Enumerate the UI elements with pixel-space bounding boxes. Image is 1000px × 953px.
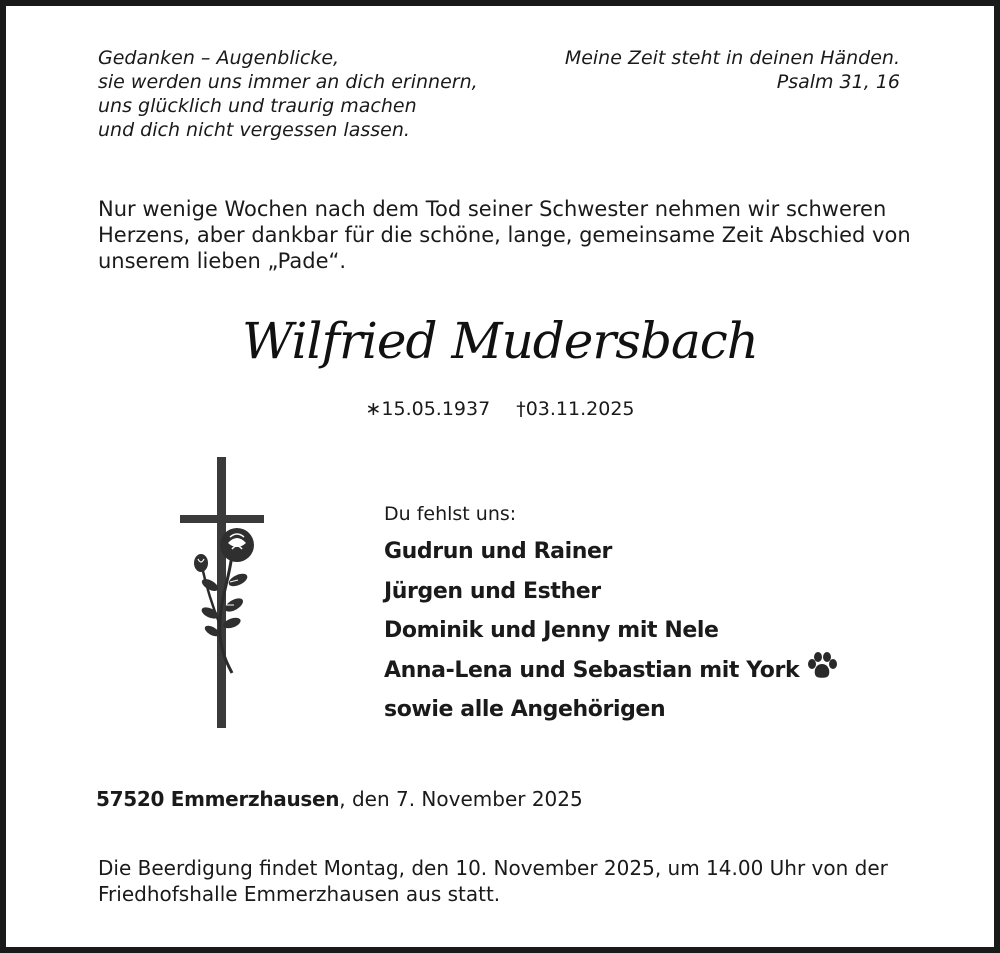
paw-print-icon	[805, 651, 839, 681]
life-dates	[0, 398, 1000, 420]
mourners	[384, 500, 884, 730]
intro-text	[98, 196, 911, 274]
poem-line: und dich nicht vergessen lassen.	[98, 119, 410, 141]
poem-line: sie werden uns immer an dich erinnern,	[98, 71, 478, 93]
place-city: 57520 Emmerzhausen	[96, 787, 340, 811]
funeral-line: Die Beerdigung findet Montag, den 10. November 2025, um 14.00 Uhr von der	[98, 856, 888, 880]
mourner-line: Dominik und Jenny mit Nele	[384, 618, 719, 643]
funeral-line: Friedhofshalle Emmerzhausen aus statt.	[98, 882, 501, 906]
bible-verse	[520, 46, 900, 94]
death-date: 03.11.2025	[525, 398, 635, 420]
place-and-date	[96, 787, 583, 811]
intro-line: Herzens, aber dankbar für die schöne, lange, gemeinsame Zeit Abschied von	[98, 223, 911, 247]
death-symbol: †	[516, 398, 526, 420]
poem	[98, 46, 538, 142]
mourner-line: Anna-Lena und Sebastian mit York	[384, 657, 800, 683]
mourner-line: Gudrun und Rainer	[384, 539, 612, 564]
cross-with-rose-icon	[170, 455, 280, 730]
poem-line: uns glücklich und traurig machen	[98, 95, 417, 117]
deceased-name: Wilfried Mudersbach	[242, 312, 758, 370]
place-date: , den 7. November 2025	[339, 787, 583, 811]
poem-line: Gedanken – Augenblicke,	[98, 47, 340, 69]
mourners-lead: Du fehlst uns:	[384, 503, 517, 525]
mourner-line: Jürgen und Esther	[384, 578, 601, 604]
intro-line: unserem lieben „Pade“.	[98, 249, 347, 273]
funeral-info	[98, 855, 918, 907]
verse-text: Meine Zeit steht in deinen Händen.	[564, 47, 900, 69]
birth-date: 15.05.1937	[381, 398, 491, 420]
birth-symbol: ∗	[365, 398, 382, 420]
verse-reference: Psalm 31, 16	[776, 71, 900, 93]
intro-line: Nur wenige Wochen nach dem Tod seiner Schwester nehmen wir schweren	[98, 197, 887, 221]
mourner-line-with-paw	[384, 651, 884, 691]
mourner-line: sowie alle Angehörigen	[384, 697, 666, 722]
